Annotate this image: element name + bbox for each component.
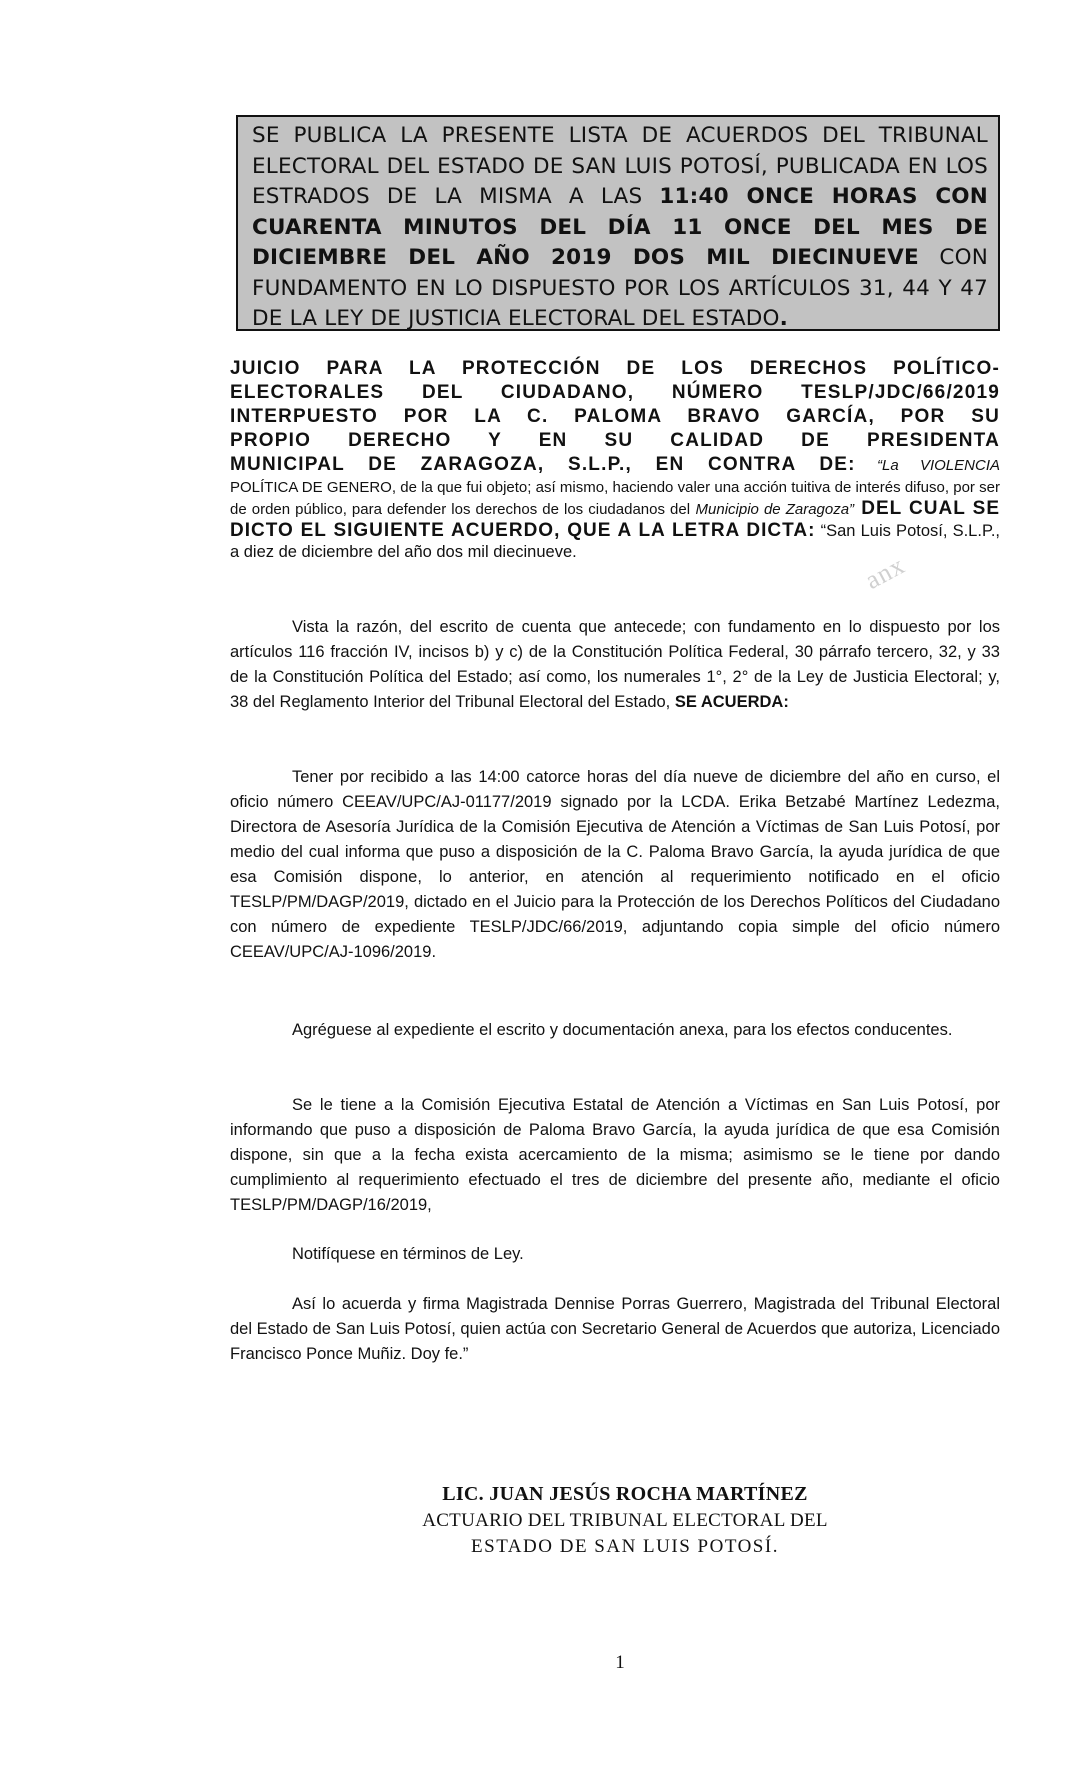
heading-line-5-wrap	[230, 453, 1000, 478]
paragraph-3: Agréguese al expediente el escrito y documentación anexa, para los efectos conducentes.	[292, 1021, 953, 1039]
faint-watermark: anx	[860, 550, 910, 595]
notice-text-part2: CON FUNDAMENTO EN LO DISPUESTO POR LOS ARTÍCULOS 31, 44 Y 47 DE LA LEY DE JUSTICIA ELECTORAL DEL ESTADO	[252, 245, 988, 331]
quote-end: Municipio de Zaragoza”	[695, 501, 855, 518]
quote-body: POLÍTICA DE GENERO, de la que fui objeto; así mismo, haciendo valer una acción tuitiva de interés difuso, por ser de orden público, para defender los derechos de los ciudadanos del	[230, 479, 1000, 518]
heading-line-5: MUNICIPAL DE ZARAGOZA, S.L.P., EN CONTRA DE:	[230, 454, 856, 475]
page-number: 1	[615, 1652, 625, 1673]
paragraph-4: Se le tiene a la Comisión Ejecutiva Estatal de Atención a Víctimas en San Luis Potosí, por informando que puso a disposición de Paloma Bravo García, la ayuda jurídica de que esa Comisión dispone, sin que a la fecha exista acercamiento de la misma; asimismo se le tiene por dando cumplimiento al requerimiento efectuado el tres de diciembre del presente año, mediante el oficio TESLP/PM/DAGP/16/2019,	[230, 1096, 1000, 1214]
signatory-name: LIC. JUAN JESÚS ROCHA MARTÍNEZ	[442, 1483, 808, 1505]
paragraph-1-text: Vista la razón, del escrito de cuenta que antecede; con fundamento en lo dispuesto por los artículos 116 fracción IV, incisos b) y c) de la Constitución Política Federal, 30 párrafo tercero, 32, y 33 de la Constitución Política del Estado; así como, los numerales 1°, 2° de la Ley de Justicia Electoral; y, 38 del Reglamento Interior del Tribunal Electoral del Estado,	[230, 618, 1000, 711]
paragraph-5: Notifíquese en términos de Ley.	[292, 1245, 524, 1263]
notice-time-bold: 11:40 ONCE HORAS CON CUARENTA MINUTOS DEL DÍA 11 ONCE DEL MES DE DICIEMBRE DEL AÑO 2019 DOS MIL DIECINUEVE	[252, 184, 988, 270]
signatory-title-1: ACTUARIO DEL TRIBUNAL ELECTORAL DEL	[422, 1510, 828, 1531]
heading-line-2: ELECTORALES DEL CIUDADANO, NÚMERO TESLP/JDC/66/2019	[230, 382, 1000, 403]
paragraph-1	[230, 615, 1000, 715]
case-heading	[230, 357, 1000, 478]
signatory-title-2: ESTADO DE SAN LUIS POTOSÍ.	[471, 1536, 779, 1557]
date-line: “San Luis Potosí, S.L.P., a diez de diciembre del año dos mil diecinueve.	[230, 522, 1000, 561]
paragraph-2: Tener por recibido a las 14:00 catorce horas del día nueve de diciembre del año en curso, el oficio número CEEAV/UPC/AJ-01177/2019 signado por la LCDA. Erika Betzabé Martínez Ledezma, Directora de Asesoría Jurídica de la Comisión Ejecutiva de Atención a Víctimas de San Luis Potosí, por medio del cual informa que puso a disposición de la C. Paloma Bravo García, la ayuda jurídica de que esa Comisión dispone, lo anterior, en atención al requerimiento notificado en el oficio TESLP/PM/DAGP/2019, dictado en el Juicio para la Protección de los Derechos Políticos del Ciudadano con número de expediente TESLP/JDC/66/2019, adjuntando copia simple del oficio número CEEAV/UPC/AJ-1096/2019.	[230, 768, 1000, 961]
heading-line-4: PROPIO DERECHO Y EN SU CALIDAD DE PRESIDENTA	[230, 430, 1000, 451]
paragraph-6: Así lo acuerda y firma Magistrada Dennise Porras Guerrero, Magistrada del Tribunal Electoral del Estado de San Luis Potosí, quien actúa con Secretario General de Acuerdos que autoriza, Licenciado Francisco Ponce Muñiz. Doy fe.”	[230, 1295, 1000, 1363]
signature-block	[380, 1480, 870, 1560]
notice-text-part1: SE PUBLICA LA PRESENTE LISTA DE ACUERDOS DEL TRIBUNAL ELECTORAL DEL ESTADO DE SAN LUIS POTOSÍ, PUBLICADA EN LOS ESTRADOS DE LA MISMA A LAS	[252, 123, 988, 209]
publication-notice-box	[236, 115, 1000, 331]
heading-line-3: INTERPUESTO POR LA C. PALOMA BRAVO GARCÍA, POR SU	[230, 406, 1000, 427]
heading-quote-start: “La VIOLENCIA	[855, 457, 1000, 474]
paragraph-1-bold: SE ACUERDA:	[674, 693, 789, 711]
heading-line-1: JUICIO PARA LA PROTECCIÓN DE LOS DERECHOS POLÍTICO-	[230, 358, 1000, 379]
resolution-statement: DEL CUAL SE DICTO EL SIGUIENTE ACUERDO, QUE A LA LETRA DICTA:	[230, 498, 1000, 541]
notice-text-end: .	[779, 306, 788, 331]
heading-continuation	[230, 477, 1000, 563]
